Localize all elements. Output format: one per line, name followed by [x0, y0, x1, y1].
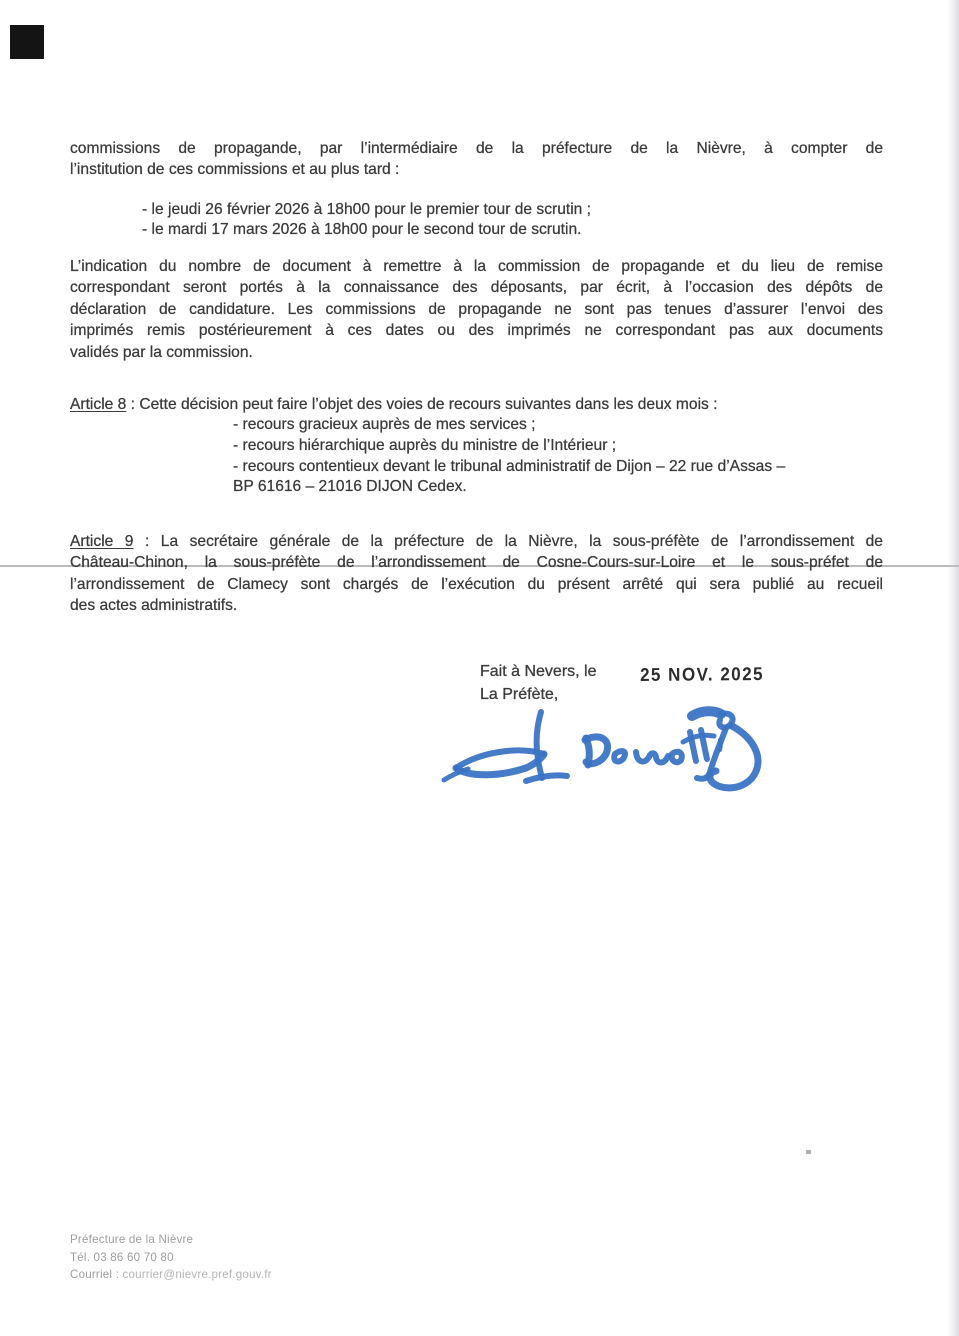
- signer-title: La Préfète,: [480, 685, 559, 703]
- article-9: [70, 531, 883, 617]
- text-line: imprimés remis postérieurement à ces dates ou des imprimés ne correspondant pas aux documents: [70, 322, 883, 340]
- deadline-item-second-round: - le mardi 17 mars 2026 à 18h00 pour le second tour de scrutin.: [142, 221, 582, 239]
- paragraph-indication: [70, 256, 883, 363]
- article-8-items: [70, 415, 883, 497]
- article-8-intro: : Cette décision peut faire l’objet des voies de recours suivantes dans les deux mois :: [126, 396, 718, 413]
- article-8-heading: [70, 394, 883, 415]
- date-stamp: 25 NOV. 2025: [640, 663, 765, 685]
- text-line: l’institution de ces commissions et au plus tard :: [70, 161, 400, 179]
- text-line: validés par la commission.: [70, 343, 253, 361]
- recours-item: - recours hiérarchique auprès du ministre de l’Intérieur ;: [233, 437, 617, 454]
- deadline-list: [70, 200, 883, 240]
- text-line: Château-Chinon, la sous-préfète de l’arrondissement de Cosne-Cours-sur-Loire et le sous-préfet de: [70, 554, 883, 572]
- footer-email-address: courrier@nievre.pref.gouv.fr: [122, 1268, 272, 1282]
- deadline-item-first-round: - le jeudi 26 février 2026 à 18h00 pour le premier tour de scrutin ;: [142, 201, 592, 218]
- footer-org-name: Préfecture de la Nièvre: [70, 1233, 194, 1246]
- footer-contact: [70, 1231, 272, 1284]
- page-edge-shadow: [948, 0, 959, 1336]
- scan-artifact-speck: [806, 1150, 811, 1154]
- footer-phone: Tél. 03 86 60 70 80: [70, 1250, 174, 1264]
- text-line: l’arrondissement de Clamecy sont chargés de l’exécution du présent arrêté qui sera publié au recueil: [70, 575, 883, 593]
- article-9-label: Article 9: [70, 533, 134, 550]
- article-9-intro: : La secrétaire générale de la préfecture de la Nièvre, la sous-préfète de l’arrondissement de: [133, 533, 883, 550]
- footer-email-label: Courriel :: [70, 1268, 123, 1282]
- article-8-label: Article 8: [70, 396, 127, 413]
- text-line: commissions de propagande, par l’intermédiaire de la préfecture de la Nièvre, à compter de: [70, 140, 883, 157]
- text-line: déclaration de candidature. Les commissions de propagande ne sont pas tenues d’assurer l’envoi des: [70, 300, 883, 318]
- text-line: des actes administratifs.: [70, 597, 238, 615]
- recours-item: - recours contentieux devant le tribunal administratif de Dijon – 22 rue d’Assas –: [233, 457, 786, 475]
- recours-item: - recours gracieux auprès de mes services ;: [233, 416, 536, 434]
- article-9-heading: [70, 531, 883, 552]
- signature-ink: [440, 688, 770, 806]
- article-8: [70, 394, 883, 498]
- text-line: correspondant seront portés à la connaissance des déposants, par écrit, à l’occasion des dépôts de: [70, 279, 883, 297]
- place-and-date-line: Fait à Nevers, le: [480, 663, 597, 680]
- footer-email-line: [70, 1266, 272, 1284]
- paragraph-commissions: [70, 138, 883, 181]
- recours-item-continuation: BP 61616 – 21016 DIJON Cedex.: [233, 478, 467, 496]
- text-line: L’indication du nombre de document à remettre à la commission de propagande et du lieu de remise: [70, 258, 883, 275]
- scan-artifact-black-square: [10, 25, 44, 59]
